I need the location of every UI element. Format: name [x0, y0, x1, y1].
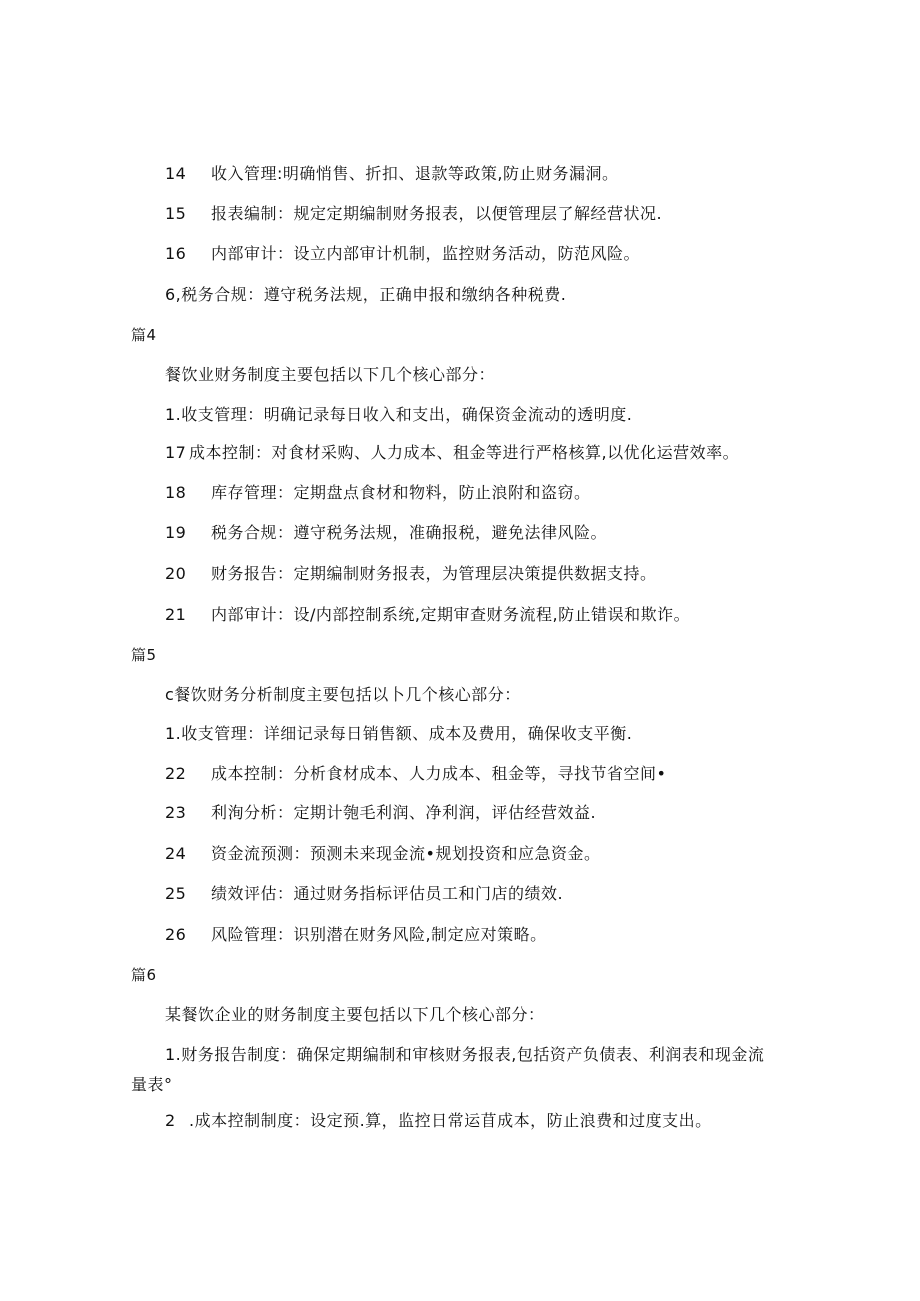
item-number: 22 [165, 764, 187, 783]
list-item: 1.收支管理：详细记录每日销售额、成本及费用，确保收支平衡. [165, 724, 633, 743]
list-item-continuation: 量表° [131, 1075, 173, 1094]
item-text: 库存管理：定期盘点食材和物料，防止浪附和盗窃。 [211, 483, 591, 502]
list-item: 1.财务报告制度：确保定期编制和审核财务报表,包括资产负债表、利润表和现金流 [165, 1045, 765, 1064]
section-heading: 篇5 [131, 646, 157, 664]
item-number: 2 [165, 1111, 176, 1130]
item-number: 18 [165, 483, 187, 502]
list-item [165, 882, 563, 906]
item-text: 成本控制：对食材采购、人力成本、租金等进行严格核算,以优化运营效率。 [189, 443, 740, 462]
item-text: 内部审计：设立内部审计机制，监控财务活动，防范风险。 [211, 244, 641, 263]
section-intro: 餐饮业财务制度主要包括以下几个核心部分： [165, 365, 496, 384]
item-number: 26 [165, 925, 187, 944]
item-text: 风险管理：识别潜在财务风险,制定应对策略。 [211, 925, 547, 944]
list-item [165, 481, 591, 505]
item-number: 15 [165, 204, 187, 223]
item-number: 16 [165, 244, 187, 263]
list-item [165, 242, 640, 266]
item-text: 税务合规：遵守税务法规，准确报税，避免法律风险。 [211, 523, 608, 542]
item-number: 17 [165, 443, 187, 462]
list-item: 1.收支管理：明确记录每日收入和支出，确保资金流动的透明度. [165, 405, 633, 424]
item-text: 绩效评估：通过财务指标评估员工和门店的绩效. [211, 884, 564, 903]
item-number: 21 [165, 605, 187, 624]
list-item [165, 842, 600, 866]
section-heading: 篇4 [131, 326, 157, 344]
section-intro: c餐饮财务分析制度主要包括以卜几个核心部分： [165, 685, 521, 704]
section-intro: 某餐饮企业的财务制度主要包括以下几个核心部分： [165, 1005, 545, 1024]
item-number: 25 [165, 884, 187, 903]
item-text: 财务报告：定期编制财务报表，为管理层决策提供数据支持。 [211, 564, 657, 583]
item-text: .成本控制制度：设定预.算，监控日常运苜成本，防止浪费和过度支出。 [189, 1111, 712, 1130]
item-text: 资金流预测：预测未来现金流•规划投资和应急资金。 [211, 844, 601, 863]
item-number: 24 [165, 844, 187, 863]
list-item [165, 923, 547, 947]
item-number: 19 [165, 523, 187, 542]
item-text: 报表编制：规定定期编制财务报表，以便管理层了解经营状况. [211, 204, 663, 223]
list-item [165, 441, 739, 465]
list-item [165, 1109, 712, 1133]
list-item [165, 762, 666, 786]
list-item [165, 202, 662, 226]
item-number: 20 [165, 564, 187, 583]
item-text: 利洵分析：定期计匏毛利润、净利润，评估经营效益. [211, 803, 597, 822]
item-text: 成本控制：分析食材成本、人力成本、租金等，寻找节省空间• [211, 764, 667, 783]
list-item [165, 562, 657, 586]
section-heading: 篇6 [131, 966, 157, 984]
item-text: 收入管理:明确悄售、折扣、退款等政策,防止财务漏洞。 [211, 164, 619, 183]
list-item [165, 521, 607, 545]
list-item [165, 801, 596, 825]
item-text: 内部审计：设/内部控制系统,定期审查财务流程,防止错误和欺诈。 [211, 605, 691, 624]
item-number: 14 [165, 164, 187, 183]
list-item: 6,税务合规：遵守税务法规，正确申报和缴纳各种税费. [165, 285, 567, 304]
item-number: 23 [165, 803, 187, 822]
list-item [165, 603, 690, 627]
list-item [165, 162, 618, 186]
